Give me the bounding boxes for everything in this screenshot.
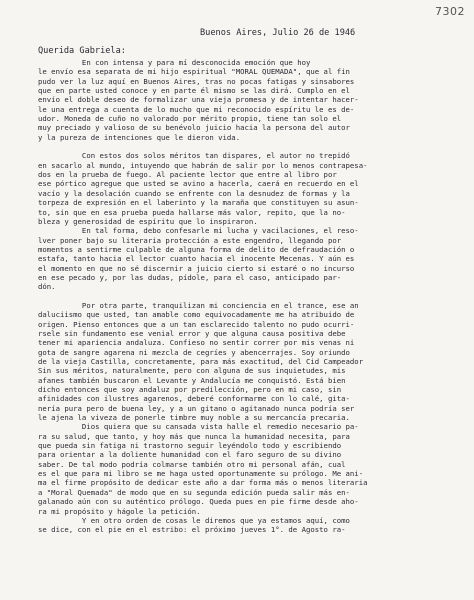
letter-line: para orientar a la doliente humanidad con el faro seguro de su divino	[38, 450, 342, 460]
letter-line: En tal forma, debo confesarle mi lucha y vacilaciones, el reso-	[38, 226, 359, 236]
letter-line: se dice, con el pie en el estribo: el próximo jueves 1°. de Agosto ra-	[38, 525, 346, 535]
letter-line: a "Moral Quemada" de modo que en su segunda edición pueda salir más en-	[38, 487, 350, 497]
letter-line: vacío y la desolación cuando se enfrente con la desnudez de formas y la	[38, 188, 350, 198]
letter-line: Dios quiera que su cansada vista halle el remedio necesario pa-	[38, 422, 359, 432]
letter-line: ra su salud, que tanto, y hoy más que nunca la humanidad necesita, para	[38, 431, 350, 441]
letter-line: afinidades con ilustres agarenos, deberé conformarme con lo calé, gita-	[38, 394, 350, 404]
letter-line: rsele sin fundamento ese venial error y que alguna causa positiva debe	[38, 328, 346, 338]
letter-line: daluciismo que usted, tan amable como equivocadamente me ha atribuido de	[38, 310, 355, 320]
letter-line: origen. Pienso entonces que a un tan esclarecido talento no pudo ocurri-	[38, 319, 355, 329]
letter-line: pudo ver la luz aquí en Buenos Aires, tras no pocas fatigas y sinsabores	[38, 76, 355, 86]
letter-line: Y en otro orden de cosas le diremos que ya estamos aquí, como	[38, 515, 350, 525]
letter-line: el momento en que no sé discernir a juicio cierto si estaré o no incurso	[38, 263, 355, 273]
letter-line: de la vieja Castilla, concretamente, para más exactitud, del Cid Campeador	[38, 357, 364, 366]
letter-line: Por otra parte, tranquilizan mi conciencia en el trance, ese an	[38, 300, 359, 310]
letter-line: dicho entonces que soy andaluz por predilección, pero en mi caso, sin	[38, 385, 342, 395]
letter-line: y la pureza de intenciones que le dieron vida.	[38, 132, 241, 142]
letter-line: estafa, tanto hacia el lector cuanto hacia el inocente Mecenas. Y aún es	[38, 254, 355, 264]
letter-line: En con intensa y para mí desconocida emoción que hoy	[38, 58, 311, 67]
letter-line: envío el doble deseo de formalizar una vieja promesa y de intentar hacer-	[38, 95, 359, 105]
letter-line: ma el firme propósito de dedicar este año a dar forma más o menos literaria	[38, 478, 368, 488]
letter-line: en sacarlo al mundo, intuyendo que habrán de salir por lo menos contrapesa-	[38, 160, 368, 170]
salutation: Querida Gabriela:	[38, 46, 126, 56]
letter-line	[38, 292, 456, 301]
letter-line: torpeza de expresión en el laberinto y la maraña que constituyen su asun-	[38, 198, 359, 208]
letter-line: le una entrega a cuenta de lo mucho que mi reconocido espíritu le es de-	[38, 104, 355, 114]
letter-line: lver poner bajo su literaria protección a este engendro, llegando por	[38, 235, 342, 245]
archive-number: 7302	[435, 5, 465, 18]
letter-line: ese pórtico agregue que usted se avino a hacerla, caerá en recuerdo en el	[38, 179, 359, 189]
letter-line: bleza y generosidad de espíritu que lo inspiraron.	[38, 216, 258, 226]
letter-line: tener mi apariencia andaluza. Confieso no sentir correr por mis venas ni	[38, 338, 355, 348]
letter-line: gota de sangre agarena ni mezcla de cegríes y abencerrajes. Soy oriundo	[38, 347, 350, 357]
letter-line: dos en la prueba de fuego. Al paciente lector que entre al libro por	[38, 170, 337, 180]
letter-line: Con estos dos solos méritos tan dispares, el autor no trepidó	[38, 151, 350, 161]
letter-line: momentos a sentirme culpable de alguna forma de delito de defraudación o	[38, 244, 355, 254]
letter-line: que pueda sin fatiga ni trastorno seguir leyéndolo todo y escribiendo	[38, 441, 342, 451]
letter-line: saber. De tal modo podría colmarse también otro mi personal afán, cual	[38, 459, 346, 469]
letter-line: to, sin que en esa prueba pueda hallarse más valor, repito, que la no-	[38, 207, 346, 217]
letter-line: dón.	[38, 282, 56, 292]
dateline: Buenos Aires, Julio 26 de 1946	[200, 28, 356, 38]
letter-line: udor. Moneda de cuño no valorado por mérito propio, tiene tan solo el	[38, 114, 342, 124]
letter-line: afanes también buscaron el Levante y Andalucía me conquistó. Está bien	[38, 375, 346, 385]
letter-line: en ese pecado y, por las dudas, pídole, para el caso, anticipado par-	[38, 272, 342, 282]
letter-line: muy preciado y valioso de su benévolo juicio hacia la persona del autor	[38, 123, 350, 133]
letter-line: galanado aún con su auténtico prólogo. Queda pues en pie firme desde aho-	[38, 497, 359, 507]
letter-body	[38, 58, 456, 535]
letter-line: nería pura pero de buena ley, y a un gitano o agitanado nunca podría ser	[38, 403, 355, 413]
letter-line: que en parte usted conoce y en parte él mismo se las dirá. Cumplo en el	[38, 86, 350, 96]
letter-line: le ajena la viveza de ponerle timbre muy noble a su mercancía precaria.	[38, 413, 350, 423]
letter-line: le envío esa separata de mi hijo espiritual "MORAL QUEMADA", que al fin	[38, 67, 350, 77]
letter-line: Sin sus méritos, naturalmente, pero con alguna de sus inquietudes, mis	[38, 366, 346, 376]
letter-line: es el que para mi libro se me haga usted oportunamente su prólogo. Me ani-	[38, 469, 364, 479]
letter-line	[38, 142, 456, 151]
letter-line: ra mi propósito y hágole la petición.	[38, 506, 201, 516]
